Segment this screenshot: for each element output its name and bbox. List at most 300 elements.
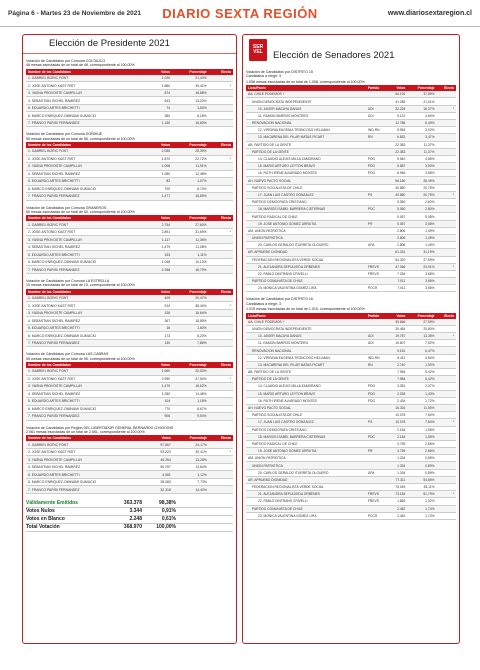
table-cell: 16,89%: [172, 193, 209, 201]
table-cell: [209, 104, 233, 112]
table-cell: [209, 193, 233, 201]
table-cell: *: [437, 419, 456, 426]
results-block: [23, 352, 236, 420]
table-cell: 1. GABRIEL BORIC FONT: [26, 75, 150, 82]
table-cell: 3,47%: [407, 134, 436, 141]
table-cell: [209, 398, 233, 406]
table-cell: 20,75%: [407, 184, 436, 191]
table-cell: [437, 256, 456, 263]
table-cell: 2.184: [388, 426, 408, 433]
table-cell: 9,94%: [172, 413, 209, 421]
table-row: [26, 317, 233, 325]
block-subtitle: 48 mesas escrutadas de un total de 48, correspondiente al 100,00%: [26, 63, 135, 68]
table-cell: [437, 127, 456, 134]
table-cell: 97.667: [148, 441, 172, 448]
table-cell: [209, 413, 233, 421]
table-row: [26, 178, 233, 186]
table-cell: 0,89%: [407, 462, 436, 469]
table-cell: 32.225: [388, 105, 408, 112]
table-cell: 21. ALEJANDRA SEPULVEDA ORBENES: [246, 491, 366, 498]
table-cell: 2,60%: [407, 206, 436, 213]
column-header: Porcentaje: [172, 69, 209, 75]
president-title: Elección de Presidente 2021: [23, 35, 236, 54]
table-cell: 16,64%: [172, 309, 209, 317]
table-cell: [366, 369, 388, 376]
table-cell: 14. CLAUDIO ALEXIS MILLA ZAMORANO: [246, 383, 366, 390]
column-header: Electo: [437, 85, 456, 91]
table-cell: [437, 163, 456, 170]
table-row: [246, 177, 456, 184]
table-cell: 28.083: [148, 478, 172, 486]
table-cell: [437, 170, 456, 177]
table-cell: [366, 213, 388, 220]
table-cell: [437, 227, 456, 234]
table-cell: 37,89%: [407, 91, 436, 98]
column-header: Electo: [437, 313, 456, 319]
column-header: Votos: [150, 289, 173, 295]
table-cell: [366, 426, 388, 433]
table-cell: 39,41%: [172, 82, 209, 90]
table-cell: 20,47%: [172, 295, 209, 302]
table-row: [246, 319, 456, 326]
table-cell: 3,00%: [407, 163, 436, 170]
table-cell: 1.280: [150, 390, 173, 398]
table-cell: [437, 220, 456, 227]
results-table: [26, 435, 233, 494]
results-table: [26, 142, 233, 201]
table-row: [246, 448, 456, 455]
table-cell: [437, 249, 456, 256]
results-block: [23, 132, 236, 200]
table-cell: [437, 455, 456, 462]
table-row: [26, 266, 233, 274]
table-cell: 6.946: [388, 170, 408, 177]
table-cell: UNION DEMOCRATA INDEPENDIENTE: [246, 98, 366, 105]
table-cell: 1,55%: [407, 426, 436, 433]
table-cell: 19.787: [388, 333, 408, 340]
table-row: [246, 440, 456, 447]
table-row: [246, 469, 456, 476]
masthead-title: DIARIO SEXTA REGIÓN: [162, 5, 318, 21]
table-cell: [209, 324, 233, 332]
table-cell: 47.066: [388, 263, 408, 270]
table-cell: 2.806: [388, 242, 408, 249]
table-cell: [437, 199, 456, 206]
table-cell: 48.264: [148, 456, 172, 464]
results-table: [26, 215, 233, 274]
table-cell: [437, 448, 456, 455]
table-cell: 20,53%: [172, 368, 209, 375]
table-cell: 1.020: [150, 75, 173, 82]
table-cell: 1,49%: [407, 234, 436, 241]
table-row: [26, 368, 233, 375]
table-row: [246, 285, 456, 292]
table-cell: 18. MARIOS ISABEL BARRERA CISTERNAS: [246, 433, 366, 440]
table-cell: 7,52%: [407, 340, 436, 347]
table-cell: 13,35%: [407, 333, 436, 340]
table-cell: [366, 376, 388, 383]
table-row: [26, 398, 233, 406]
table-cell: 1.334: [388, 462, 408, 469]
table-cell: 3.759: [388, 440, 408, 447]
table-cell: 5.954: [388, 127, 408, 134]
table-cell: [209, 339, 233, 347]
table-cell: [366, 119, 388, 126]
table-cell: 1.080: [150, 170, 173, 178]
table-cell: 12. VIRGINIA EUGENIA TRONCOSO HELLMAN: [246, 354, 366, 361]
column-header: Electo: [209, 142, 233, 148]
table-cell: [437, 462, 456, 469]
senate-blocks: [243, 70, 459, 520]
senate-title: Elección de Senadores 2021: [273, 50, 395, 61]
table-cell: 7. FRANCO PARISI FERNANDEZ: [26, 193, 150, 201]
table-cell: 14,40%: [173, 486, 209, 494]
table-cell: 3. YASNA PROVOSTE CAMPILLAY: [26, 383, 150, 391]
column-header: Electo: [209, 215, 233, 221]
table-cell: 4. SEBASTIAN SICHEL RAMIREZ: [26, 317, 150, 325]
table-cell: PDG: [366, 170, 388, 177]
table-cell: 1,49%: [407, 227, 436, 234]
results-table: [246, 85, 456, 292]
table-cell: [209, 486, 233, 494]
table-cell: 10. JAVIER MACAYA DANUS: [246, 333, 366, 340]
table-cell: RENOVACION NACIONAL: [246, 119, 366, 126]
table-cell: [437, 285, 456, 292]
table-cell: 20. CARLOS GERALDO ITURRETA OLGUERO: [246, 469, 366, 476]
block-subtitle: 56 mesas escrutadas de un total de 56, correspondiente al 100,00%: [26, 136, 135, 141]
column-header: Votos: [150, 362, 173, 368]
table-cell: [437, 112, 456, 119]
table-cell: [437, 426, 456, 433]
summary-row: [26, 500, 233, 508]
table-cell: [366, 91, 388, 98]
table-cell: 16,79%: [172, 266, 209, 274]
table-cell: [437, 155, 456, 162]
table-cell: PARTIDO RADICAL DE CHILE: [246, 213, 366, 220]
results-block: [23, 279, 236, 347]
table-cell: 2. JOSE ANTONIO KAST RIST: [26, 375, 150, 383]
table-cell: 380: [150, 112, 173, 120]
table-row: [246, 484, 456, 491]
table-cell: RN: [366, 361, 388, 368]
table-cell: 22. PABLO DINTRANS CRIVELLI: [246, 498, 366, 505]
table-cell: 7.011: [388, 285, 408, 292]
table-row: [246, 112, 456, 119]
table-cell: 11. RAMON BARROS MONTERO: [246, 340, 366, 347]
table-cell: [209, 148, 233, 155]
table-cell: 3. YASNA PROVOSTE CAMPILLAY: [26, 236, 150, 244]
table-cell: UDI: [366, 112, 388, 119]
table-row: [246, 278, 456, 285]
table-cell: 7.011: [388, 278, 408, 285]
table-cell: 9.131: [388, 112, 408, 119]
table-cell: 16. RUTH IRENE ALVARADO MONTES: [246, 170, 366, 177]
table-row: [246, 270, 456, 277]
table-cell: 1.660: [150, 368, 173, 375]
table-cell: 2.806: [388, 227, 408, 234]
table-cell: [366, 141, 388, 148]
table-cell: 3. YASNA PROVOSTE CAMPILLAY: [26, 89, 150, 97]
table-row: [246, 206, 456, 213]
table-row: [246, 91, 456, 98]
table-cell: 11,37%: [407, 148, 436, 155]
table-cell: 31,69%: [172, 228, 209, 236]
table-cell: FEDERACION REGIONALISTA VERDE SOCIAL: [246, 484, 366, 491]
table-cell: [209, 295, 233, 302]
table-cell: PARTIDO SOCIALISTA DE CHILE: [246, 412, 366, 419]
table-cell: UPA: [366, 469, 388, 476]
block-title: Votación de Candidatos por DISTRITO 15: [246, 70, 313, 74]
table-cell: [437, 319, 456, 326]
table-cell: PARTIDO DE LA GENTE: [246, 376, 366, 383]
table-row: [26, 309, 233, 317]
column-header: Partido: [366, 313, 388, 319]
table-cell: 6.832: [388, 134, 408, 141]
table-cell: 27,60%: [172, 221, 209, 228]
table-cell: 1,54%: [172, 104, 209, 112]
table-cell: 7.254: [388, 270, 408, 277]
senate-header: [243, 35, 459, 65]
table-cell: 6. MARCO ENRIQUEZ-OMINAMI GUMUCIO: [26, 112, 150, 120]
table-cell: AA. CHILE PODEMOS +: [246, 91, 366, 98]
table-cell: 1,74%: [407, 512, 436, 519]
table-cell: 23,91%: [407, 263, 436, 270]
table-row: [246, 256, 456, 263]
table-cell: 367: [150, 317, 173, 325]
column-header: Nombre de los Candidatos: [26, 362, 150, 368]
table-cell: UDI: [366, 340, 388, 347]
table-cell: *: [209, 155, 233, 163]
column-header: Electo: [209, 362, 233, 368]
table-cell: 30.464: [388, 325, 408, 332]
table-cell: 4. SEBASTIAN SICHEL RAMIREZ: [26, 390, 150, 398]
table-cell: [437, 184, 456, 191]
table-cell: 22.383: [388, 148, 408, 155]
table-cell: [437, 412, 456, 419]
column-header: Porcentaje: [172, 289, 209, 295]
table-row: [246, 220, 456, 227]
table-row: [246, 462, 456, 469]
table-cell: [366, 440, 388, 447]
results-table: [26, 362, 233, 421]
table-cell: 3,58%: [407, 170, 436, 177]
table-cell: 1,93%: [407, 361, 436, 368]
table-cell: 7. FRANCO PARISI FERNANDEZ: [26, 486, 148, 494]
table-cell: [366, 227, 388, 234]
table-cell: 1. GABRIEL BORIC FONT: [26, 148, 150, 155]
table-cell: AR. APRUEBO DIGNIDAD: [246, 476, 366, 483]
table-cell: [209, 170, 233, 178]
table-cell: 906: [150, 413, 173, 421]
table-cell: PDG: [366, 390, 388, 397]
table-cell: [437, 361, 456, 368]
table-cell: [437, 383, 456, 390]
table-cell: AH. NUEVO PACTO SOCIAL: [246, 404, 366, 411]
table-cell: [437, 98, 456, 105]
senate-results-panel: [242, 34, 460, 644]
table-cell: 5. EDUARDO ARTES BRICHETTI: [26, 104, 150, 112]
table-cell: 326: [150, 309, 173, 317]
table-row: [26, 155, 233, 163]
summary-votes: 363.378: [123, 500, 142, 507]
table-cell: 2.462: [388, 512, 408, 519]
table-cell: 8,74%: [172, 185, 209, 193]
table-cell: [366, 484, 388, 491]
table-cell: 24,17%: [173, 441, 209, 448]
table-cell: [437, 134, 456, 141]
table-cell: [209, 478, 233, 486]
table-cell: [437, 369, 456, 376]
summary-row: [26, 508, 233, 516]
results-table: [26, 289, 233, 348]
table-cell: RN: [366, 134, 388, 141]
table-cell: [437, 325, 456, 332]
table-cell: *: [437, 491, 456, 498]
table-row: [246, 98, 456, 105]
table-cell: 16,37%: [407, 105, 436, 112]
table-cell: PDG: [366, 155, 388, 162]
table-row: [26, 251, 233, 259]
table-cell: 20,80%: [407, 325, 436, 332]
table-cell: [437, 354, 456, 361]
table-row: [26, 97, 233, 105]
table-row: [26, 478, 233, 486]
table-cell: 4,85%: [407, 155, 436, 162]
table-row: [26, 89, 233, 97]
table-cell: 3,08%: [407, 220, 436, 227]
table-cell: [437, 91, 456, 98]
table-row: [26, 104, 233, 112]
table-cell: 3. YASNA PROVOSTE CAMPILLAY: [26, 163, 150, 171]
table-row: [26, 383, 233, 391]
table-cell: 1.470: [150, 383, 173, 391]
table-cell: 23. MONICA VALENTINA GOMEZ LIRA: [246, 285, 366, 292]
table-cell: [366, 249, 388, 256]
table-cell: [209, 441, 233, 448]
table-cell: PR: [366, 220, 388, 227]
table-cell: [366, 184, 388, 191]
table-cell: 4. SEBASTIAN SICHEL RAMIREZ: [26, 463, 148, 471]
table-cell: 27,59%: [407, 319, 436, 326]
table-cell: PARTIDO DE LA GENTE: [246, 148, 366, 155]
table-cell: 13,84%: [173, 463, 209, 471]
table-row: [26, 339, 233, 347]
table-row: [246, 170, 456, 177]
summary-label: Total Votación: [26, 524, 60, 531]
table-cell: PARTIDO COMUNISTA DE CHILE: [246, 505, 366, 512]
table-cell: 1,07%: [172, 178, 209, 186]
table-cell: [366, 177, 388, 184]
table-cell: 15. MARIO ARTURO LEYTON BRAVO: [246, 390, 366, 397]
table-cell: AA. CHILE PODEMOS +: [246, 319, 366, 326]
table-cell: UDI: [366, 333, 388, 340]
column-header: Nombre de los Candidatos: [26, 435, 148, 441]
table-cell: 1. GABRIEL BORIC FONT: [26, 368, 150, 375]
table-cell: 2,66%: [407, 448, 436, 455]
table-cell: 1,74%: [407, 505, 436, 512]
table-cell: 17. JUAN LUIS CASTRO GONZALEZ: [246, 191, 366, 198]
block-title: Votación de Candidatos por Comuna LAS CABRAS: [26, 352, 109, 357]
table-row: [246, 227, 456, 234]
table-cell: 8,18%: [172, 112, 209, 120]
table-cell: 20,75%: [407, 191, 436, 198]
table-cell: PDG: [366, 163, 388, 170]
table-cell: 5. EDUARDO ARTES BRICHETTI: [26, 324, 150, 332]
table-row: [246, 498, 456, 505]
table-cell: [437, 148, 456, 155]
table-row: [26, 75, 233, 82]
table-cell: [437, 141, 456, 148]
table-cell: 39.666: [388, 319, 408, 326]
table-row: [246, 404, 456, 411]
table-row: [26, 375, 233, 383]
table-row: [26, 221, 233, 228]
block-subtitle: 60 mesas escrutadas de un total de 60, correspondiente al 100,00%: [26, 210, 135, 215]
table-cell: 6,47%: [407, 347, 436, 354]
table-row: [26, 405, 233, 413]
table-cell: 13. MACARENA DEL PILAR MATAS PICART: [246, 134, 366, 141]
table-cell: [209, 185, 233, 193]
table-cell: 16,60%: [172, 119, 209, 127]
block-subtitle: 1.015 mesas escrutadas de un total de 1.015, correspondiente al 100,00%: [246, 307, 365, 312]
table-cell: 53,11%: [407, 484, 436, 491]
column-header: Votos: [148, 435, 172, 441]
table-cell: [209, 405, 233, 413]
table-row: [26, 486, 233, 494]
table-cell: [209, 258, 233, 266]
table-cell: *: [209, 302, 233, 310]
table-cell: [209, 456, 233, 464]
table-cell: 16: [150, 324, 173, 332]
table-cell: [209, 163, 233, 171]
table-cell: FREVS: [366, 263, 388, 270]
table-cell: 1,49%: [407, 242, 436, 249]
table-row: [26, 148, 233, 155]
table-row: [246, 333, 456, 340]
table-cell: UNION DEMOCRATA INDEPENDIENTE: [246, 325, 366, 332]
website-link[interactable]: www.diariosextaregion.cl: [387, 9, 472, 17]
table-cell: 22,72%: [172, 155, 209, 163]
table-row: [26, 332, 233, 340]
table-cell: 1,12%: [173, 471, 209, 479]
column-header: Electo: [209, 289, 233, 295]
table-cell: [437, 376, 456, 383]
table-row: [26, 119, 233, 127]
table-cell: PS: [366, 191, 388, 198]
table-cell: 7,73%: [173, 478, 209, 486]
table-cell: 54.192: [388, 91, 408, 98]
table-cell: 2. JOSE ANTONIO KAST RIST: [26, 228, 150, 236]
summary-label: Votos en Blanco: [26, 516, 65, 523]
table-cell: 409: [150, 295, 173, 302]
table-cell: 41.286: [388, 98, 408, 105]
table-cell: 18. MARIOS ISABEL BARRERA CISTERNAS: [246, 206, 366, 213]
table-row: [246, 191, 456, 198]
table-cell: 5.057: [388, 220, 408, 227]
table-cell: 28,49%: [407, 177, 436, 184]
table-cell: [209, 309, 233, 317]
table-row: [26, 324, 233, 332]
column-header: Porcentaje: [172, 362, 209, 368]
table-cell: FREVS: [366, 491, 388, 498]
column-header: Porcentaje: [407, 85, 436, 91]
table-cell: 3,02%: [407, 127, 436, 134]
table-row: [246, 163, 456, 170]
table-cell: 21,44%: [172, 75, 209, 82]
table-cell: [437, 404, 456, 411]
table-cell: 7,54%: [407, 419, 436, 426]
table-cell: 83: [150, 178, 173, 186]
